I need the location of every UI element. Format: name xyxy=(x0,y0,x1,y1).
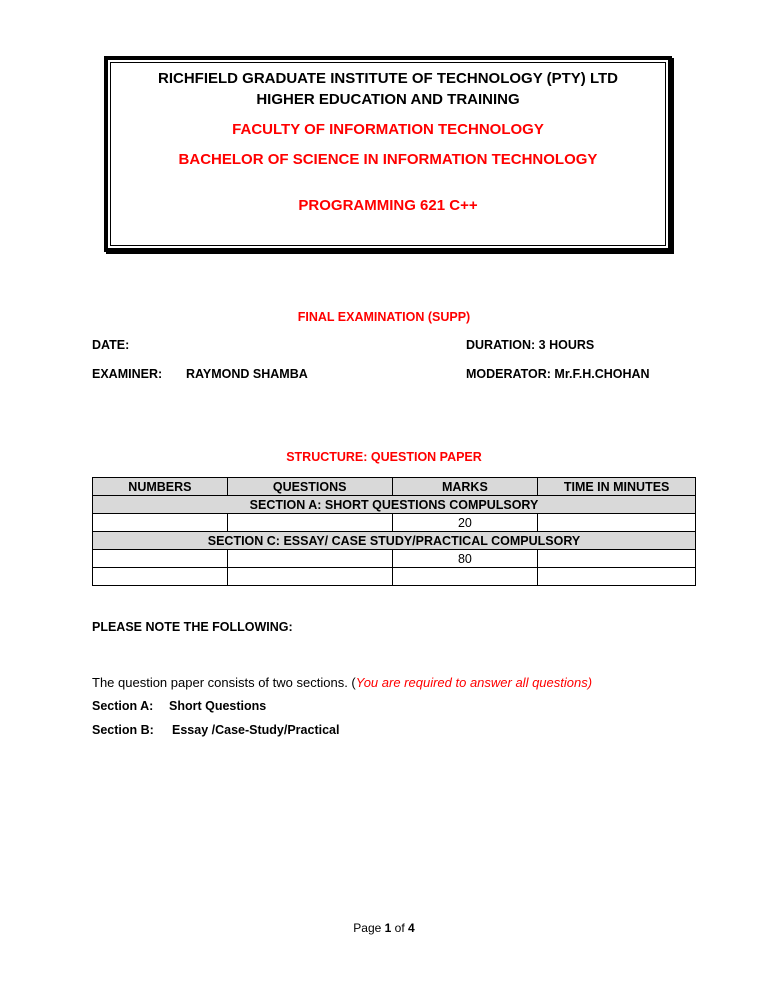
table-cell xyxy=(227,550,392,568)
section-b-text: Essay /Case-Study/Practical xyxy=(172,723,340,737)
section-a-heading: SECTION A: SHORT QUESTIONS COMPULSORY xyxy=(93,496,696,514)
column-header: NUMBERS xyxy=(93,478,228,496)
section-b-note xyxy=(92,723,339,737)
notes-intro-emphasis: You are required to answer all questions) xyxy=(355,675,593,690)
institute-name: RICHFIELD GRADUATE INSTITUTE OF TECHNOLOGY (PTY) LTD xyxy=(158,70,618,87)
column-header: QUESTIONS xyxy=(227,478,392,496)
table-row xyxy=(93,550,696,568)
section-c-heading: SECTION C: ESSAY/ CASE STUDY/PRACTICAL COMPULSORY xyxy=(93,532,696,550)
module-name: PROGRAMMING 621 C++ xyxy=(298,197,478,214)
header-box xyxy=(104,56,672,252)
notes-heading: PLEASE NOTE THE FOLLOWING: xyxy=(92,620,293,634)
table-cell xyxy=(538,568,696,586)
structure-title: STRUCTURE: QUESTION PAPER xyxy=(286,450,482,464)
notes-intro xyxy=(92,675,592,690)
degree-name: BACHELOR OF SCIENCE IN INFORMATION TECHNOLOGY xyxy=(178,151,598,168)
table-cell xyxy=(538,514,696,532)
column-header: TIME IN MINUTES xyxy=(538,478,696,496)
table-row xyxy=(93,514,696,532)
faculty-name: FACULTY OF INFORMATION TECHNOLOGY xyxy=(232,121,544,138)
duration: DURATION: 3 HOURS xyxy=(466,338,595,352)
examiner-label: EXAMINER: xyxy=(92,367,163,381)
section-a-marks: 20 xyxy=(392,514,538,532)
table-cell xyxy=(93,568,228,586)
header-subtitle: HIGHER EDUCATION AND TRAINING xyxy=(256,91,520,108)
table-cell xyxy=(227,568,392,586)
notes-intro-text: The question paper consists of two sections. ( xyxy=(92,675,356,690)
section-c-row xyxy=(93,532,696,550)
exam-title: FINAL EXAMINATION (SUPP) xyxy=(297,310,471,324)
table-row xyxy=(93,568,696,586)
page-number: 1 xyxy=(384,921,392,935)
section-a-note xyxy=(92,699,266,713)
table-header-row xyxy=(93,478,696,496)
column-header: MARKS xyxy=(392,478,538,496)
section-c-marks: 80 xyxy=(392,550,538,568)
page-word: Page xyxy=(353,921,385,935)
table-cell xyxy=(93,550,228,568)
page-footer xyxy=(0,921,768,935)
section-a-label: Section A: xyxy=(92,699,154,713)
section-b-label: Section B: xyxy=(92,723,154,737)
date-label: DATE: xyxy=(92,338,130,352)
section-a-row xyxy=(93,496,696,514)
table-cell xyxy=(93,514,228,532)
structure-table xyxy=(92,477,696,586)
table-cell xyxy=(392,568,538,586)
section-a-text: Short Questions xyxy=(169,699,267,713)
table-cell xyxy=(227,514,392,532)
examiner-name: RAYMOND SHAMBA xyxy=(186,367,308,381)
page-total: 4 xyxy=(408,921,415,935)
of-word: of xyxy=(391,921,409,935)
table-cell xyxy=(538,550,696,568)
moderator: MODERATOR: Mr.F.H.CHOHAN xyxy=(466,367,650,381)
